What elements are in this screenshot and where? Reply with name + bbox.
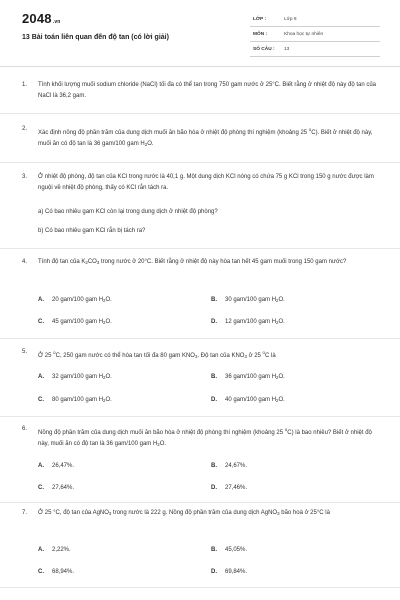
option-b[interactable]: B. 24,67%. xyxy=(211,463,248,469)
question-divider xyxy=(0,502,400,503)
meta-row-count xyxy=(250,44,380,57)
option-a[interactable]: A. 32 gam/100 gam $H_2O$. xyxy=(38,374,112,380)
document-header xyxy=(0,0,400,62)
meta-value: 13 xyxy=(284,47,290,52)
question-text: Xác định nồng độ phần trăm của dung dịch muối ăn bão hòa ở nhiệt độ phòng thí nghiệm (khoảng 25 $^o$C). Biết ở nhiệt độ này, muối ăn có độ tan là 36 gam/100 gam $H_2O$. xyxy=(38,127,373,147)
question-number: 7. xyxy=(22,510,28,516)
option-d[interactable]: D. 69,84%. xyxy=(211,569,248,575)
question-number: 4. xyxy=(22,259,28,265)
site-logo[interactable] xyxy=(22,11,61,26)
document-title: 13 Bài toán liên quan đến độ tan (có lời giải) xyxy=(22,34,169,41)
meta-label: LỚP : xyxy=(253,17,267,22)
question-divider xyxy=(0,113,400,114)
question-text: Tính độ tan của $K_2CO_3$ trong nước ở 20°C. Biết rằng ở nhiệt độ này hòa tan hết 45 gam muối trong 150 gam nước? xyxy=(38,259,347,265)
question-text: Ở 25 $^o$C, 250 gam nước có thể hòa tan tối đa 80 gam $KNO_3$. Độ tan của $KNO_3$ ở 25 $^o$C là xyxy=(38,350,276,359)
question-number: 2. xyxy=(22,126,28,132)
option-a[interactable]: A. 20 gam/100 gam $H_2O$. xyxy=(38,297,112,303)
header-divider xyxy=(0,66,400,67)
question-number: 5. xyxy=(22,349,28,355)
option-b[interactable]: B. 36 gam/100 gam $H_2O$. xyxy=(211,374,285,380)
option-b[interactable]: B. 30 gam/100 gam $H_2O$. xyxy=(211,297,285,303)
question-divider xyxy=(0,587,400,588)
logo-text: 2048 xyxy=(22,11,52,26)
meta-label: SỐ CÂU : xyxy=(253,47,275,52)
question-divider xyxy=(0,162,400,163)
question-divider xyxy=(0,248,400,249)
option-c[interactable]: C. 68,94%. xyxy=(38,569,75,575)
option-a[interactable]: A. 26,47%. xyxy=(38,463,75,469)
meta-row-class xyxy=(250,14,380,27)
option-c[interactable]: C. 27,64%. xyxy=(38,485,75,491)
logo-suffix: .vn xyxy=(52,19,61,25)
option-d[interactable]: D. 40 gam/100 gam $H_2O$. xyxy=(211,397,285,403)
question-number: 1. xyxy=(22,82,28,88)
option-c[interactable]: C. 45 gam/100 gam $H_2O$. xyxy=(38,319,112,325)
meta-value: Lớp 8 xyxy=(284,17,297,22)
question-number: 6. xyxy=(22,426,28,432)
option-d[interactable]: D. 27,46%. xyxy=(211,485,248,491)
question-text: Tính khối lượng muối sodium chloride (NaCl) tối đa có thể tan trong 750 gam nước ở 25°C. Biết rằng ở nhiệt độ này độ tan của NaCl là 36,2 gam. xyxy=(38,82,377,99)
meta-value: Khoa học tự nhiên xyxy=(284,32,324,37)
question-number: 3. xyxy=(22,174,28,180)
question-divider xyxy=(0,416,400,417)
question-text: Nồng độ phần trăm của dung dịch muối ăn bão hòa ở nhiệt độ phòng thí nghiệm (khoảng 25 $^o$C) là bao nhiêu? Biết ở nhiệt độ này, muối ăn có độ tan là 36 gam/100 gam $H_2O$. xyxy=(38,427,372,447)
meta-row-subject xyxy=(250,29,380,42)
option-d[interactable]: D. 12 gam/100 gam $H_2O$. xyxy=(211,319,285,325)
meta-info-box xyxy=(250,14,380,59)
question-text: Ở 25 °C, độ tan của AgNO$_3$ trong nước là 222 g. Nồng độ phần trăm của dung dịch AgNO$_3$ bão hoà ở 25°C là xyxy=(38,510,330,516)
option-b[interactable]: B. 45,05%. xyxy=(211,547,248,553)
option-a[interactable]: A. 2,22%. xyxy=(38,547,71,553)
meta-label: MÔN : xyxy=(253,32,268,37)
option-c[interactable]: C. 80 gam/100 gam $H_2O$. xyxy=(38,397,112,403)
question-text: Ở nhiệt độ phòng, độ tan của KCl trong nước là 40,1 g. Một dung dịch KCl nóng có chứa 75 g KCl trong 150 g nước được làm nguội về nhiệt độ phòng, thấy có KCl rắn tách ra. xyxy=(38,174,374,191)
question-divider xyxy=(0,338,400,339)
